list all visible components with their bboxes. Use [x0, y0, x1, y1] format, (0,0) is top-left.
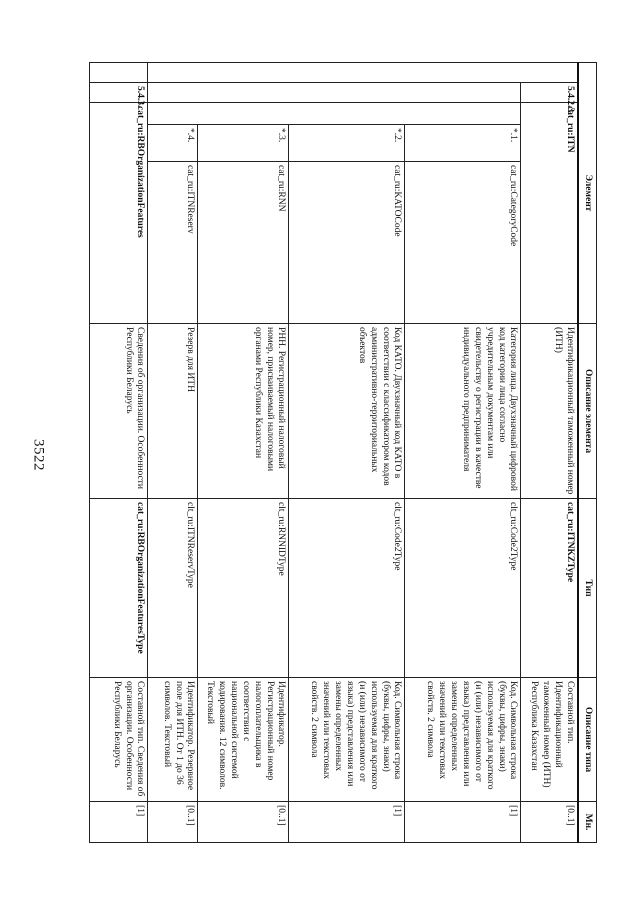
row-type-desc: Составной тип. Идентификационный таможенный номер (ИТН) Республика Казахстан: [521, 678, 578, 802]
row-name: cat_ru:ITNReserv: [148, 162, 198, 324]
table-row: [289, 63, 405, 843]
spec-table: [90, 62, 598, 843]
row-type-desc: Идентификатор. Регистрационный номер налогоплательщика в соответствии с национальной системой кодирования. 12 символов. Текстовый: [198, 678, 289, 802]
row-desc: РНН. Регистрационный налоговый номер, присваиваемый налоговыми органами Республики Казахстан: [198, 324, 289, 499]
row-desc: Код КАТО. Двухзначный код КАТО в соответствии с классификатором кодов административно-территориальных объектов: [289, 324, 405, 499]
header-mult: Мн.: [578, 802, 597, 843]
header-element: Элемент: [578, 63, 597, 324]
row-type-desc: Код. Символьная строка (буквы, цифры, знаки) используемая для краткого (и (или) независимого от языка) представления или замены определенных значений или текстовых свойств. 2 символа: [289, 678, 405, 802]
row-num: *.2.: [289, 125, 405, 162]
row-mult: [1]: [289, 802, 405, 843]
table-row: [90, 63, 148, 843]
row-type-desc: Идентификатор. Резервное поле для ИТН. От 1 до 36 символов. Текстовый: [148, 678, 198, 802]
table-row: [148, 63, 198, 843]
row-mult: [0..1]: [198, 802, 289, 843]
table-row: [405, 63, 521, 843]
row-name: cat_ru:RBOrganizationFeatures: [90, 103, 148, 324]
row-mult: [0..1]: [521, 802, 578, 843]
table-header-row: [578, 63, 597, 843]
row-type-desc: Код. Символьная строка (буквы, цифры, знаки) используемая для краткого (и (или) независимого от языка) представления или замены определенных значений или текстовых свойств. 2 символа: [405, 678, 521, 802]
row-desc: Категория лица. Двухзначный цифровой код категории лица согласно учредительным документам или свидетельству о регистрации в качестве индивидуального предпринимателя: [405, 324, 521, 499]
row-num: *.4.: [148, 125, 198, 162]
header-element-desc: Описание элемента: [578, 324, 597, 499]
row-desc: Резерв для ИТН: [148, 324, 198, 499]
row-type: clt_ru:RNNIDType: [198, 499, 289, 678]
row-num: 5.4.2.3.: [521, 83, 578, 103]
row-num: *.3.: [198, 125, 289, 162]
header-type-desc: Описание типа: [578, 678, 597, 802]
row-num: *.1.: [405, 125, 521, 162]
table-row: [521, 63, 578, 843]
rotated-page-content: [94, 62, 597, 842]
page-number: 3522: [30, 439, 47, 471]
row-name: cat_ru:CategoryCode: [405, 162, 521, 324]
row-type: cat_ru:RBOrganizationFeaturesType: [90, 499, 148, 678]
row-desc: Идентификационный таможенный номер (ИТН): [521, 324, 578, 499]
row-desc: Сведения об организации. Особенности Республики Беларусь: [90, 324, 148, 499]
table-row: [198, 63, 289, 843]
row-num: 5.4.3.: [90, 83, 148, 103]
row-type: cat_ru:ITNKZType: [521, 499, 578, 678]
row-type: clt_ru:Code2Type: [405, 499, 521, 678]
row-name: cat_ru:RNN: [198, 162, 289, 324]
row-mult: [1]: [405, 802, 521, 843]
row-mult: [1]: [90, 802, 148, 843]
header-type: Тип: [578, 499, 597, 678]
row-name: cat_ru:ITN: [521, 103, 578, 324]
row-mult: [0..1]: [148, 802, 198, 843]
row-type: clt_ru:ITNReservType: [148, 499, 198, 678]
row-type: clt_ru:Code2Type: [289, 499, 405, 678]
row-type-desc: Составной тип. Сведения об организации. Особенности Республики Беларусь: [90, 678, 148, 802]
row-name: cat_ru:KATOCode: [289, 162, 405, 324]
